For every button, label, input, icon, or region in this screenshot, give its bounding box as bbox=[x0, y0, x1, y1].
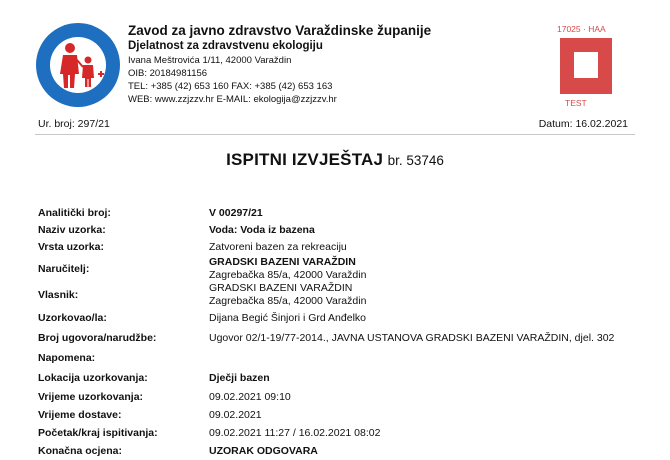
detail-row bbox=[38, 388, 614, 406]
detail-label: Vrijeme uzorkovanja: bbox=[38, 390, 144, 403]
detail-value: Dijana Begić Šinjori i Grd Anđelko bbox=[209, 311, 366, 324]
institution-logo bbox=[35, 22, 121, 108]
detail-label: Konačna ocjena: bbox=[38, 444, 123, 457]
detail-label: Napomena: bbox=[38, 351, 96, 364]
phone-fax: TEL: +385 (42) 653 160 FAX: +385 (42) 653 163 bbox=[128, 81, 333, 92]
detail-row bbox=[38, 256, 614, 282]
detail-row bbox=[38, 205, 614, 222]
accreditation-side-text: 1272 bbox=[601, 74, 611, 93]
detail-value bbox=[209, 256, 614, 282]
detail-row bbox=[38, 424, 614, 442]
accreditation-mark bbox=[545, 24, 635, 110]
detail-label: Lokacija uzorkovanja: bbox=[38, 371, 148, 384]
department-name: Djelatnost za zdravstvenu ekologiju bbox=[128, 40, 323, 52]
reference-number: Ur. broj: 297/21 bbox=[38, 118, 110, 130]
detail-label: Naručitelj: bbox=[38, 262, 90, 275]
detail-value: V 00297/21 bbox=[209, 207, 263, 219]
detail-value: UZORAK ODGOVARA bbox=[209, 444, 318, 457]
detail-value-line: GRADSKI BAZENI VARAŽDIN bbox=[209, 256, 356, 268]
report-number: br. 53746 bbox=[387, 153, 444, 168]
detail-row bbox=[38, 406, 614, 424]
detail-label: Početak/kraj ispitivanja: bbox=[38, 426, 158, 439]
detail-label: Vrijeme dostave: bbox=[38, 408, 122, 421]
accreditation-bottom-text: TEST bbox=[565, 98, 587, 108]
detail-label: Uzorkovao/la: bbox=[38, 311, 107, 324]
detail-label: Analitički broj: bbox=[38, 207, 111, 219]
detail-value bbox=[209, 282, 614, 308]
detail-value-line: Zagrebačka 85/a, 42000 Varaždin bbox=[209, 269, 367, 281]
detail-value: 09.02.2021 11:27 / 16.02.2021 08:02 bbox=[209, 426, 381, 439]
detail-row bbox=[38, 348, 614, 368]
accreditation-top-text: 17025 · HAA bbox=[557, 24, 606, 34]
report-title-main: ISPITNI IZVJEŠTAJ bbox=[226, 150, 384, 169]
web-email: WEB: www.zzjzzv.hr E-MAIL: ekologija@zzjzzv.hr bbox=[128, 94, 337, 105]
report-title bbox=[0, 150, 670, 170]
detail-value-line: GRADSKI BAZENI VARAŽDIN bbox=[209, 282, 353, 294]
detail-value: Voda: Voda iz bazena bbox=[209, 224, 315, 236]
detail-label: Broj ugovora/narudžbe: bbox=[38, 331, 157, 344]
letterhead bbox=[128, 22, 432, 106]
oib: OIB: 20184981156 bbox=[128, 68, 208, 79]
detail-row bbox=[38, 239, 614, 256]
address: Ivana Meštrovića 1/11, 42000 Varaždin bbox=[128, 55, 292, 66]
detail-label: Naziv uzorka: bbox=[38, 224, 106, 236]
detail-label: Vrsta uzorka: bbox=[38, 241, 104, 253]
detail-value: 09.02.2021 bbox=[209, 408, 262, 421]
detail-row bbox=[38, 308, 614, 328]
detail-row bbox=[38, 368, 614, 388]
detail-value bbox=[209, 348, 614, 368]
header-divider bbox=[35, 134, 635, 135]
detail-value-line: Zagrebačka 85/a, 42000 Varaždin bbox=[209, 295, 367, 307]
institution-name: Zavod za javno zdravstvo Varaždinske županije bbox=[128, 23, 432, 38]
detail-value: Ugovor 02/1-19/77-2014., JAVNA USTANOVA GRADSKI BAZENI VARAŽDIN, djel. 302 bbox=[209, 331, 615, 344]
detail-value: 09.02.2021 09:10 bbox=[209, 390, 291, 403]
detail-row bbox=[38, 282, 614, 308]
detail-row bbox=[38, 442, 614, 460]
detail-value: Zatvoreni bazen za rekreaciju bbox=[209, 241, 347, 253]
detail-label: Vlasnik: bbox=[38, 288, 79, 301]
detail-row bbox=[38, 328, 614, 348]
detail-row bbox=[38, 222, 614, 239]
detail-value: Dječji bazen bbox=[209, 371, 270, 384]
report-details-table bbox=[38, 205, 614, 460]
document-date: Datum: 16.02.2021 bbox=[538, 118, 628, 130]
